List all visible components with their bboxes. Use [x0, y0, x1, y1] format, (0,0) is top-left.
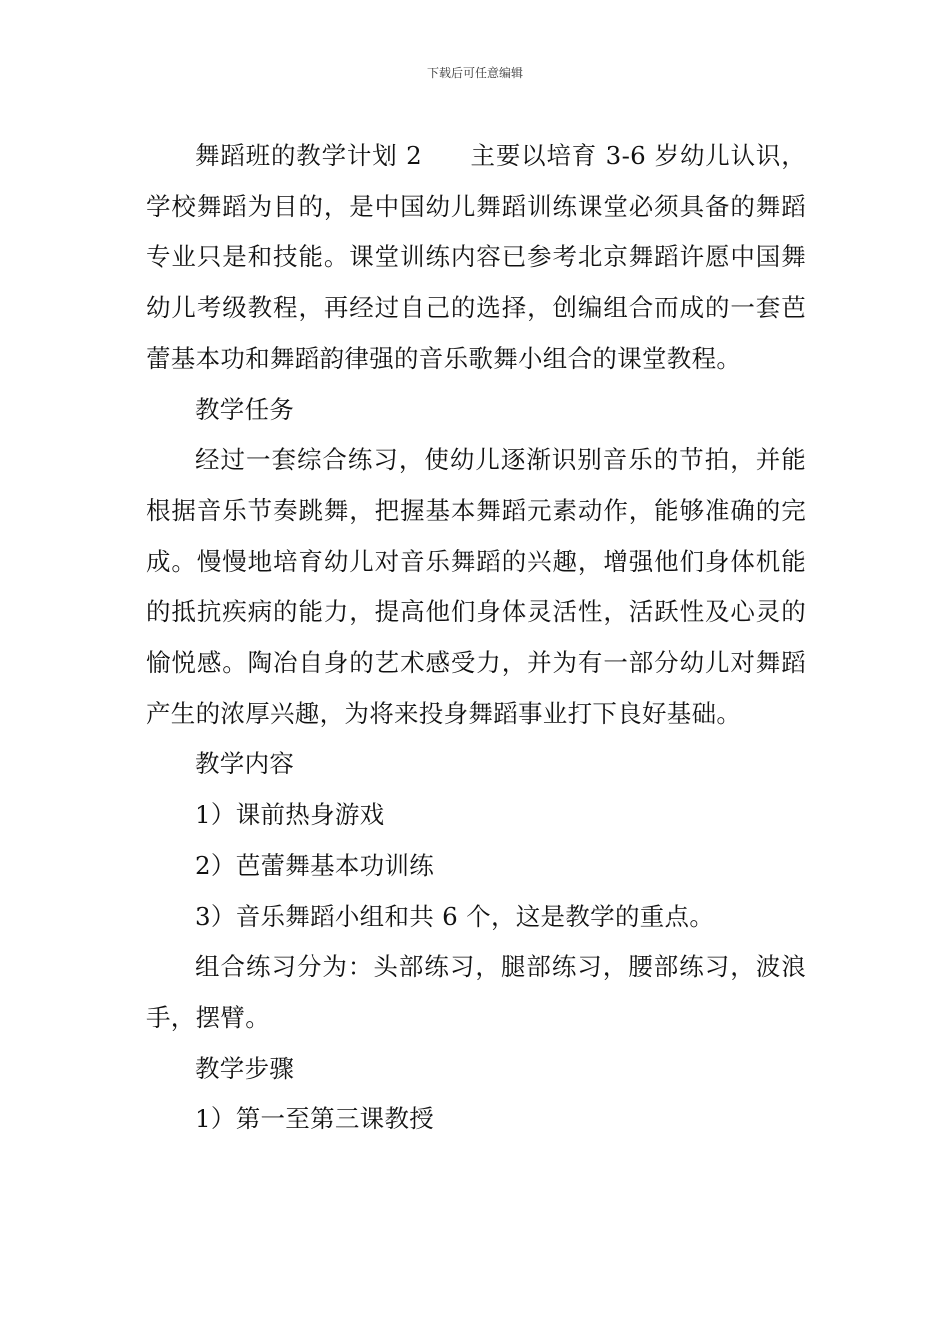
content-item-1: 1）课前热身游戏 — [195, 800, 385, 830]
heading-teaching-content: 教学内容 — [195, 749, 295, 779]
intro-text: 主要以培育 3-6 岁幼儿认识，学校舞蹈为目的，是中国幼儿舞蹈训练课堂必须具备的舞蹈专业只是和技能。课堂训练内容已参考北京舞蹈许愿中国舞幼儿考级教程，再经过自己的选择，创编组合而成的一套芭蕾基本功和舞蹈韵律强的音乐歌舞小组合的课堂教程。 — [146, 141, 807, 373]
combo-paragraph: 组合练习分为：头部练习，腿部练习，腰部练习，波浪手，摆臂。 — [146, 952, 806, 1032]
steps-item-1: 1）第一至第三课教授 — [195, 1104, 435, 1134]
page-header: 下载后可任意编辑 — [426, 66, 523, 80]
content-item-3: 3）音乐舞蹈小组和共 6 个，这是教学的重点。 — [195, 901, 715, 931]
intro-paragraph — [146, 131, 806, 385]
document-body — [146, 131, 806, 1145]
document-title: 舞蹈班的教学计划 2 — [195, 141, 422, 170]
heading-teaching-task: 教学任务 — [195, 394, 295, 424]
teaching-task-paragraph: 经过一套综合练习，使幼儿逐渐识别音乐的节拍，并能根据音乐节奏跳舞，把握基本舞蹈元素动作，能够准确的完成。慢慢地培育幼儿对音乐舞蹈的兴趣，增强他们身体机能的抵抗疾病的能力，提高他们身体灵活性，活跃性及心灵的愉悦感。陶冶自身的艺术感受力，并为有一部分幼儿对舞蹈产生的浓厚兴趣，为将来投身舞蹈事业打下良好基础。 — [146, 445, 806, 728]
heading-teaching-steps: 教学步骤 — [195, 1053, 295, 1083]
content-item-2: 2）芭蕾舞基本功训练 — [195, 850, 435, 880]
